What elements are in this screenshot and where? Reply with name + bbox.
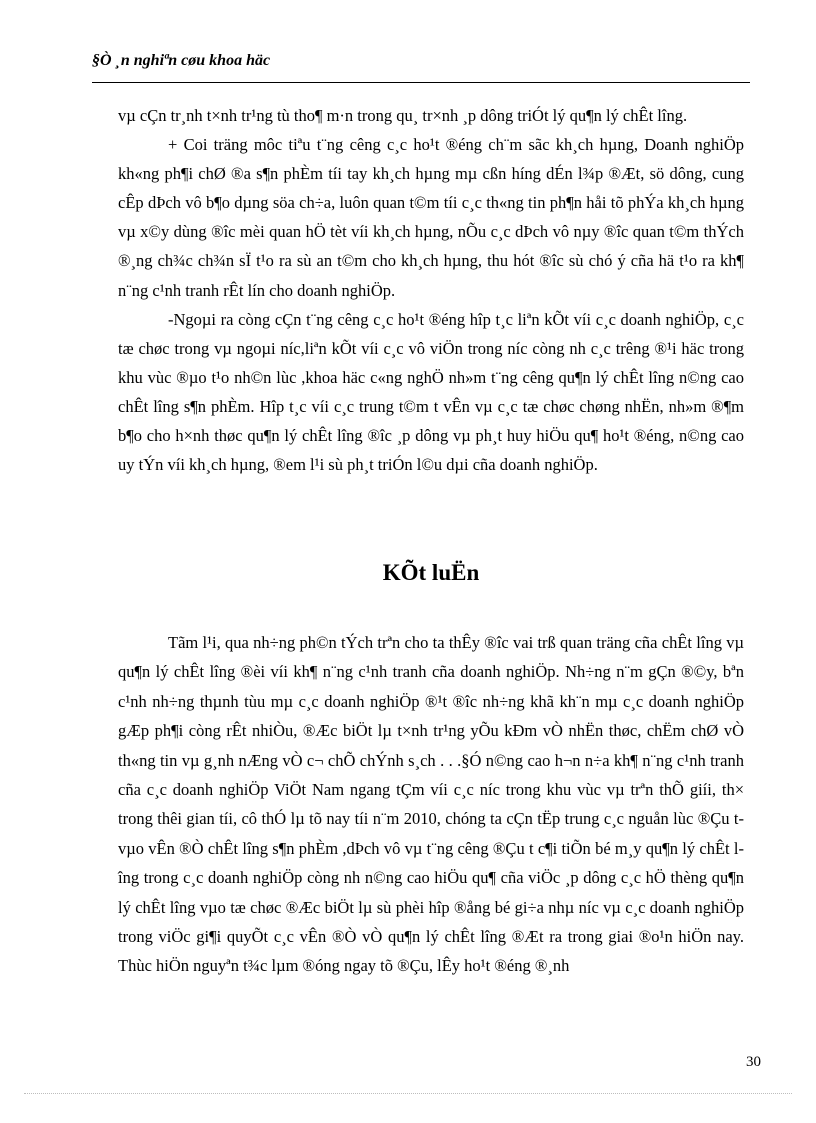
body-paragraph: -Ngoµi ra còng cÇn t¨ng cêng c¸c ho¹t ®éng hîp t¸c liªn kÕt víi c¸c doanh nghiÖp, c¸c tæ chøc trong vµ ngoµi níc,liªn kÕt víi c¸c vô viÖn trong níc còng nh c¸c trêng ®¹i häc trong khu vùc ®µo t¹o nh©n lùc ,khoa häc c«ng nghÖ nh»m t¨ng cêng qu¶n lý chÊt lîng n©ng cao chÊt lîng s¶n phÈm. Hîp t¸c víi c¸c trung t©m t vÊn vµ c¸c tæ chøc chøng nhËn, nh»m ®¶m b¶o cho h×nh thøc qu¶n lý chÊt lîng ®îc ¸p dông vµ ph¸t huy hiÖu qu¶ ho¹t ®éng, n©ng cao uy tÝn víi kh¸ch hµng, ®em l¹i sù ph¸t triÓn l©u dµi cña doanh nghiÖp. — [118, 309, 744, 475]
header-divider — [92, 82, 750, 83]
footer-divider — [24, 1093, 792, 1094]
page-number: 30 — [746, 1054, 761, 1070]
page-header-title: §Ò ¸n nghiªn cøu khoa häc — [92, 52, 271, 69]
conclusion-heading: KÕt luËn — [382, 560, 480, 585]
conclusion-paragraph: Tãm l¹i, qua nh÷ng ph©n tÝch trªn cho ta thÊy ®îc vai trß quan träng cña chÊt lîng vµ qu¶n lý chÊt lîng ®èi víi kh¶ n¨ng c¹nh tranh cña doanh nghiÖp. Nh÷ng n¨m gÇn ®©y, bªn c¹nh nh÷ng thµnh tùu mµ c¸c doanh nghiÖp ®¹t ®îc nh÷ng khã kh¨n mµ c¸c doanh nghiÖp gÆp ph¶i còng rÊt nhiÒu, ®Æc biÖt lµ t×nh tr¹ng yÕu kÐm vÒ nhËn thøc, chËm chØ vÒ th«ng tin vµ g¸nh nÆng vÒ c¬ chÕ chÝnh s¸ch . . .§Ó n©ng cao h¬n n÷a kh¶ n¨ng c¹nh tranh cña c¸c doanh nghiÖp ViÖt Nam ngang tÇm víi c¸c níc trong khu vùc vµ trªn thÕ giíi, th× trong thêi gian tíi, cô thÓ lµ tõ nay tíi n¨m 2010, chóng ta cÇn tËp trung c¸c nguån lùc ®Çu t vµo vÊn ®Ò chÊt lîng s¶n phÈm ,dÞch vô vµ t¨ng cêng ®Çu t c¶i tiÕn bé m¸y qu¶n lý chÊt lîng trong c¸c doanh nghiÖp còng nh n©ng cao hiÖu qu¶ cña viÖc ¸p dông c¸c hÖ thèng qu¶n lý chÊt lîng vµo tæ chøc ®Æc biÖt lµ sù phèi hîp ®ång bé gi÷a nhµ níc vµ c¸c doanh nghiÖp trong viÖc gi¶i quyÕt c¸c vÊn ®Ò vÒ qu¶n lý chÊt lîng ®Æt ra trong giai ®o¹n hiÖn nay. Thùc hiÖn nguyªn t¾c lµm ®óng ngay tõ ®Çu, lÊy ho¹t ®éng ®¸nh — [118, 633, 744, 976]
conclusion-section — [118, 628, 744, 981]
body-paragraph: vµ cÇn tr¸nh t×nh tr¹ng tù tho¶ m·n trong qu¸ tr×nh ¸p dông triÓt lý qu¶n lý chÊt lîng. — [118, 106, 688, 125]
body-section — [118, 101, 744, 479]
body-paragraph: + Coi träng môc tiªu t¨ng cêng c¸c ho¹t ®éng ch¨m sãc kh¸ch hµng, Doanh nghiÖp kh«ng ph¶i chØ ®a s¶n phÈm tíi tay kh¸ch hµng mµ cßn híng dÉn l¾p ®Æt, sö dông, cung cÊp dÞch vô b¶o dµng söa ch÷a, luôn quan t©m tíi c¸c th«ng tin ph¶n håi tõ phÝa kh¸ch hµng vµ x©y dùng ®îc mèi quan hÖ tèt víi kh¸ch hµng, nÕu c¸c dÞch vô nµy ®îc quan t©m thÝch ®¸ng ch¾c ch¾n sÏ t¹o ra sù an t©m cho kh¸ch hµng, thu hót ®îc sù chó ý cña hä t¹o ra kh¶ n¨ng c¹nh tranh rÊt lín cho doanh nghiÖp. — [118, 135, 744, 300]
